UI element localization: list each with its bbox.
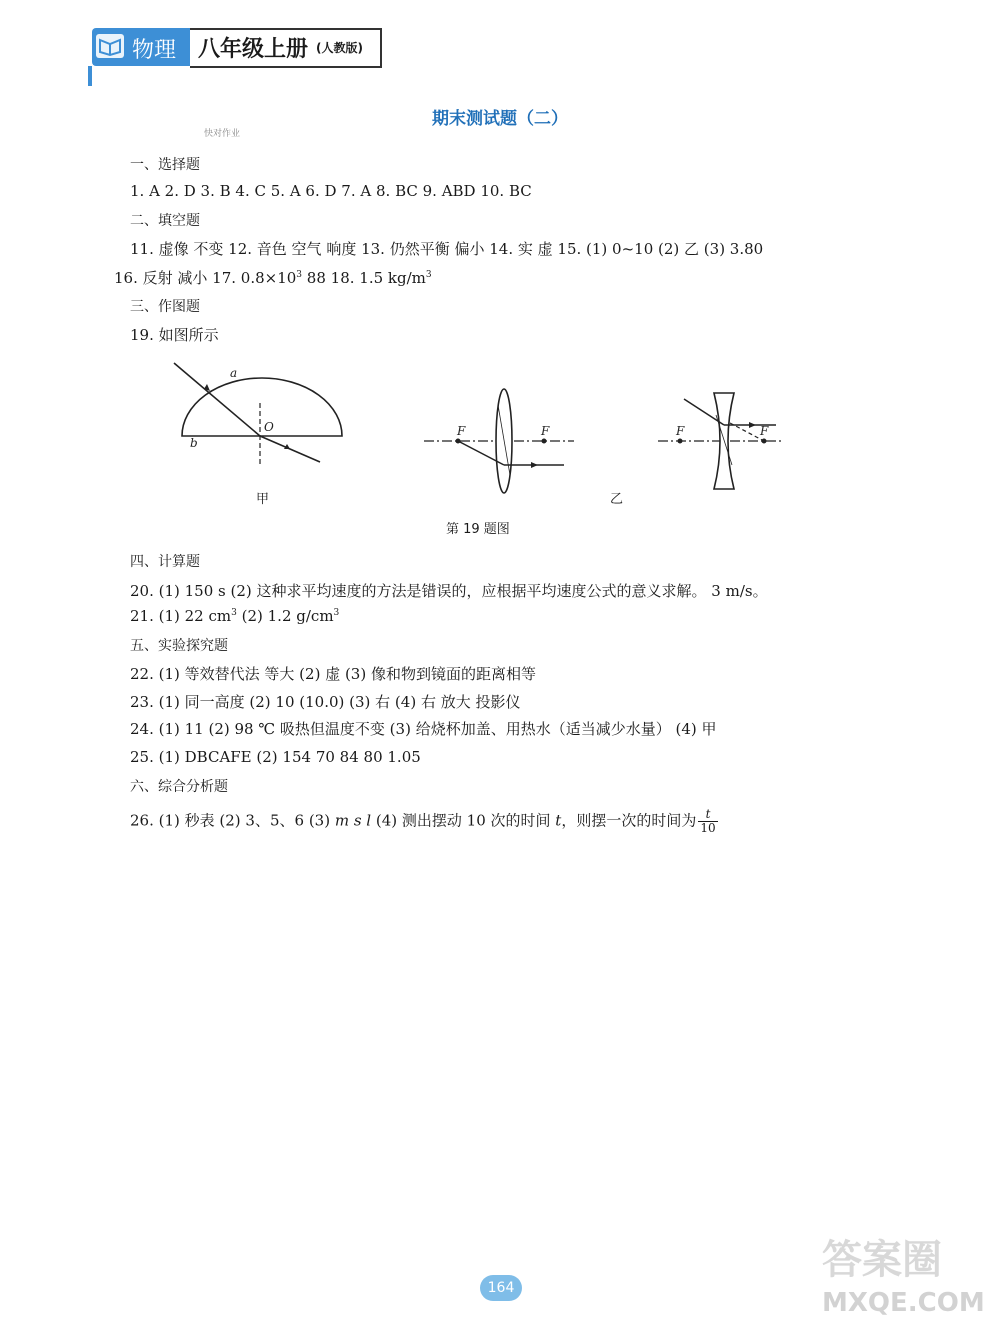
caption-jia: 甲 [256,492,270,507]
focus-left-2 [678,439,683,444]
header-edition: (人教版) [316,41,363,55]
q26-variables: m s l [334,811,372,830]
figure-convex-lens [424,389,574,493]
incident-ray [174,363,260,436]
answer-24: 24. (1) 11 (2) 98 ℃ 吸热但温度不变 (3) 给烧杯加盖、用热水（适当减少水量） (4) 甲 [130,720,717,738]
q21-exp2: 3 [333,608,340,618]
fraction-numerator: t [698,808,717,822]
header-accent-line [88,66,92,86]
answer-fill-2 [114,267,432,288]
figure-jia [174,363,342,467]
answer-20: 20. (1) 150 s (2) 这种求平均速度的方法是错误的，应根据平均速度公式的意义求解。 3 m/s。 [130,582,768,600]
section-heading-2: 二、填空题 [130,213,200,229]
fill2-exp2: 3 [425,270,432,280]
handwritten-scribble: 快对作业 [204,129,241,139]
label-f-2: F [541,424,550,438]
q26-part-a: 26. (1) 秒表 (2) 3、5、6 (3) [130,811,335,830]
section-heading-4: 四、计算题 [130,554,200,570]
answer-mc: 1. A 2. D 3. B 4. C 5. A 6. D 7. A 8. BC 9. ABD 10. BC [130,182,532,200]
label-o: O [264,420,274,434]
header-grade: 八年级上册 [198,37,309,62]
figure-concave-lens [658,393,784,489]
answer-19: 19. 如图所示 [130,326,219,344]
label-a: a [230,366,238,380]
page-title: 期末测试题（二） [432,109,568,129]
fill2-part-a: 16. 反射 减小 17. 0.8×10 [114,269,297,287]
q26-part-c: ，则摆一次的时间为 [561,811,697,830]
fill2-part-b: 88 18. 1.5 kg/m [302,269,426,287]
q21-part-a: 21. (1) 22 cm [130,607,232,625]
book-icon [96,34,124,58]
label-b: b [190,436,198,450]
label-f-3: F [676,424,685,438]
caption-yi: 乙 [610,492,624,507]
section-heading-6: 六、综合分析题 [130,779,228,795]
focus-right-1 [542,439,547,444]
arrow-diverged [749,422,756,428]
figure-caption: 第 19 题图 [446,522,510,537]
header-subject: 物理 [132,38,177,63]
fraction-t-over-10 [698,808,717,835]
answer-22: 22. (1) 等效替代法 等大 (2) 虚 (3) 像和物到镜面的距离相等 [130,665,536,683]
fraction-denominator: 10 [700,821,716,835]
q26-part-b: (4) 测出摆动 10 次的时间 [371,811,556,830]
answer-23: 23. (1) 同一高度 (2) 10 (10.0) (3) 右 (4) 右 放大 投影仪 [130,693,521,711]
label-f-4: F [760,424,769,438]
section-heading-5: 五、实验探究题 [130,638,228,654]
q26-t: t [555,811,562,830]
watermark-url: MXQE.COM [822,1288,985,1318]
section-heading-1: 一、选择题 [130,157,200,173]
label-f-1: F [457,424,466,438]
arrow-parallel [531,462,538,468]
answer-21 [130,607,339,625]
answer-fill-1: 11. 虚像 不变 12. 音色 空气 响度 13. 仍然平衡 偏小 14. 实 虚 15. (1) 0~10 (2) 乙 (3) 3.80 [130,240,764,258]
q21-part-b: (2) 1.2 g/cm [236,607,334,625]
section-heading-3: 三、作图题 [130,299,200,315]
fill2-exp: 3 [296,270,303,280]
answer-25: 25. (1) DBCAFE (2) 154 70 84 80 1.05 [130,748,421,766]
q21-exp: 3 [231,608,237,618]
watermark-text: 答案圈 [822,1237,942,1283]
page-number: 164 [480,1275,522,1301]
answer-26 [130,808,718,835]
